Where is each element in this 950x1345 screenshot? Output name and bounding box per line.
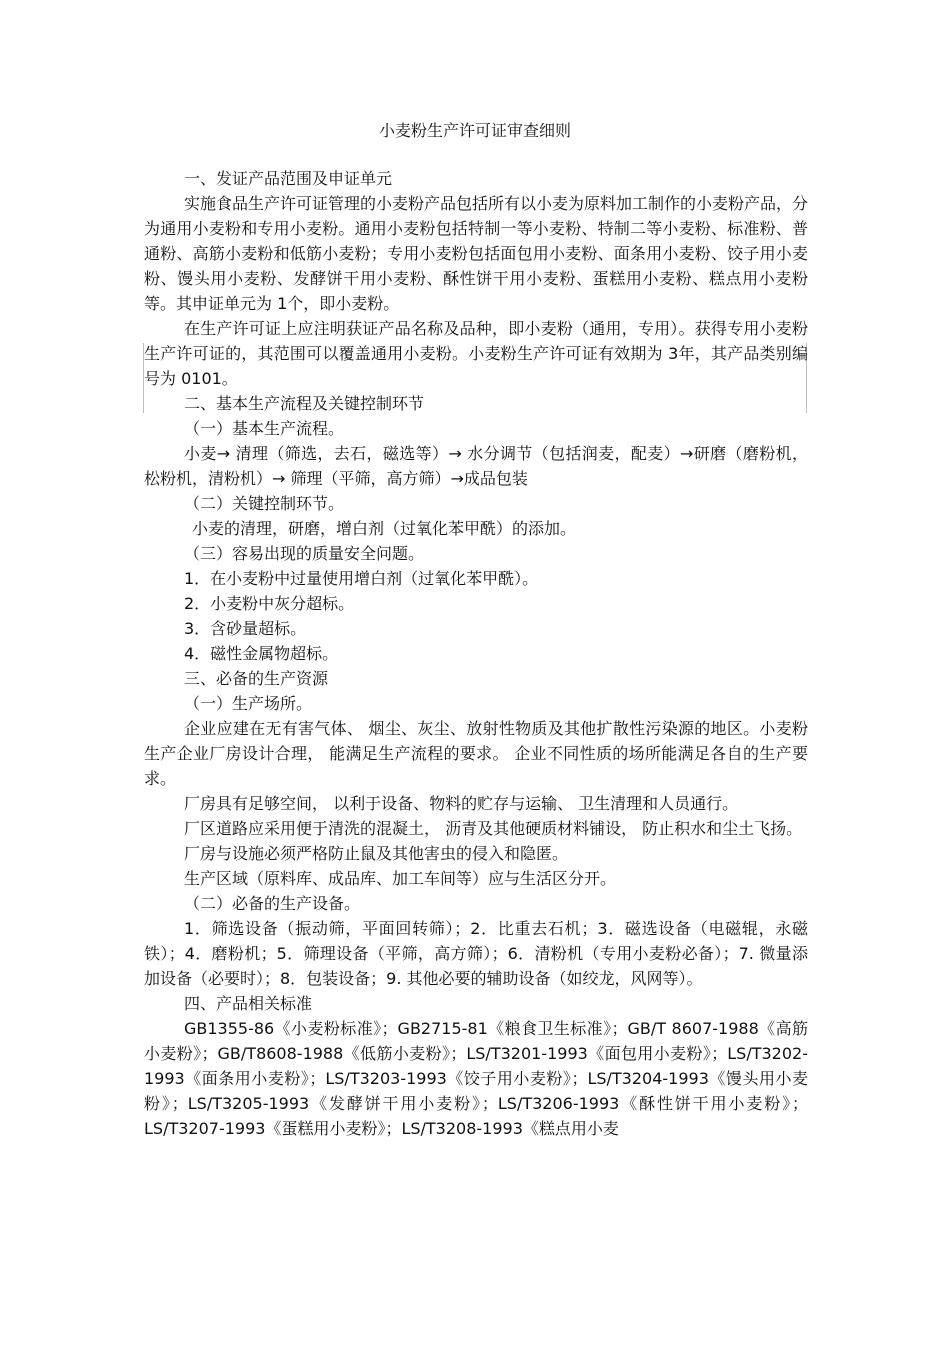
paragraph-s2c2: 2．小麦粉中灰分超标。	[184, 594, 355, 613]
paragraph-s2a: （一）基本生产流程。	[184, 419, 345, 438]
paragraph-s3b1: 1．筛选设备（振动筛，平面回转筛）；2．比重去石机；3．磁选设备（电磁辊，永磁铁）；4．磨粉机；5．筛理设备（平筛，高方筛）；6．清粉机（专用小麦粉必备）；7. 微量添加设备（必要时）；8．包装设备；9. 其他必要的辅助设备（如绞龙，风网等）。	[144, 919, 808, 988]
paragraph-s3: 三、必备的生产资源	[184, 669, 329, 688]
document-title: 小麦粉生产许可证审查细则	[378, 121, 571, 140]
paragraph-s2a1: 小麦→ 清理（筛选，去石，磁选等）→ 水分调节（包括润麦，配麦）→研磨（磨粉机，松粉机，清粉机）→ 筛理（平筛，高方筛）→成品包装	[144, 444, 808, 488]
paragraph-s4p1: GB1355-86《小麦粉标准》；GB2715-81《粮食卫生标准》；GB/T 8607-1988《高筋小麦粉》；GB/T8608-1988《低筋小麦粉》；LS/T3201-1993《面包用小麦粉》；LS/T3202-1993《面条用小麦粉》；LS/T3203-1993《饺子用小麦粉》；LS/T3204-1993《馒头用小麦粉》；LS/T3205-1993《发酵饼干用小麦粉》；LS/T3206-1993《酥性饼干用小麦粉》；LS/T3207-1993《蛋糕用小麦粉》；LS/T3208-1993《糕点用小麦	[144, 1019, 808, 1138]
paragraph-s2b: （二）关键控制环节。	[184, 494, 345, 513]
paragraph-s3a3: 厂区道路应采用便于清洗的混凝土， 沥青及其他硬质材料铺设， 防止积水和尘土飞扬。	[184, 819, 803, 838]
paragraph-s2b1: 小麦的清理，研磨，增白剂（过氧化苯甲酰）的添加。	[192, 519, 577, 538]
paragraph-s3a: （一）生产场所。	[184, 694, 313, 713]
paragraph-s3a1: 企业应建在无有害气体、 烟尘、灰尘、放射性物质及其他扩散性污染源的地区。小麦粉生产企业厂房设计合理， 能满足生产流程的要求。 企业不同性质的场所能满足各自的生产要求。	[144, 719, 808, 788]
paragraph-s1p2: 在生产许可证上应注明获证产品名称及品种，即小麦粉（通用，专用）。获得专用小麦粉生产许可证的，其范围可以覆盖通用小麦粉。小麦粉生产许可证有效期为 3年，其产品类别编号为 0101。	[144, 319, 808, 388]
paragraph-s2: 二、基本生产流程及关键控制环节	[184, 394, 425, 413]
paragraph-s2c3: 3．含砂量超标。	[184, 619, 307, 638]
paragraph-s1p1: 实施食品生产许可证管理的小麦粉产品包括所有以小麦为原料加工制作的小麦粉产品，分为通用小麦粉和专用小麦粉。通用小麦粉包括特制一等小麦粉、特制二等小麦粉、标准粉、普通粉、高筋小麦粉和低筋小麦粉；专用小麦粉包括面包用小麦粉、面条用小麦粉、饺子用小麦粉、馒头用小麦粉、发酵饼干用小麦粉、酥性饼干用小麦粉、蛋糕用小麦粉、糕点用小麦粉等。其申证单元为 1个，即小麦粉。	[144, 194, 809, 313]
document-body	[144, 166, 808, 1141]
paragraph-s3a2: 厂房具有足够空间， 以利于设备、物料的贮存与运输、 卫生清理和人员通行。	[184, 794, 739, 813]
paragraph-s4: 四、产品相关标准	[184, 994, 313, 1013]
paragraph-s3a5: 生产区域（原料库、成品库、加工车间等）应与生活区分开。	[184, 869, 617, 888]
paragraph-s2c1: 1．在小麦粉中过量使用增白剂（过氧化苯甲酰）。	[184, 569, 539, 588]
paragraph-s3a4: 厂房与设施必须严格防止鼠及其他害虫的侵入和隐匿。	[184, 844, 569, 863]
paragraph-s2c: （三）容易出现的质量安全问题。	[184, 544, 425, 563]
paragraph-s1: 一、发证产品范围及申证单元	[184, 169, 393, 188]
paragraph-s2c4: 4．磁性金属物超标。	[184, 644, 339, 663]
paragraph-s3b: （二）必备的生产设备。	[184, 894, 361, 913]
